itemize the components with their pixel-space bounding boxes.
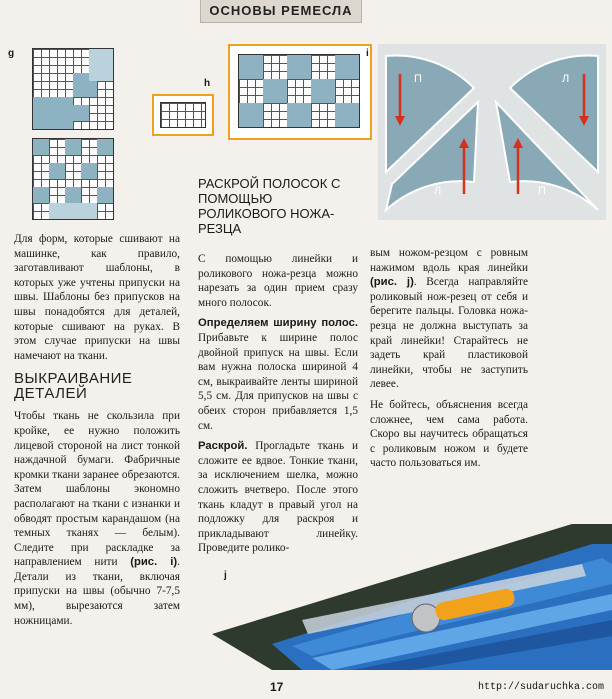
cutting-direction-diagram xyxy=(378,44,606,220)
col2-paragraph-1: С помощью линейки и роликового ножа-резца можно нарезать за один прием сразу много полосок. xyxy=(198,253,358,309)
subheading-width: Определяем ширину полос. xyxy=(198,317,358,330)
ref-figure-i: (рис. i) xyxy=(130,556,178,569)
col3-paragraph-2: Не бойтесь, объяснения всегда сложнее, чем сама работа. Скоро вы научитесь обращаться с роликовым ножом и будете часто пользоваться им. xyxy=(370,398,528,470)
pattern-grid-g-bottom xyxy=(32,138,114,220)
pattern-grid-g-top xyxy=(32,48,114,130)
pattern-frame-h-large xyxy=(228,44,372,140)
label-p-2: П xyxy=(538,185,546,197)
figure-label-g: g xyxy=(8,48,15,59)
column-1 xyxy=(14,232,180,628)
rotary-cutter-photo xyxy=(212,524,612,670)
label-l-1: Л xyxy=(562,73,570,85)
ref-figure-j: (рис. j) xyxy=(370,276,414,289)
figure-label-h: h xyxy=(204,78,211,89)
figure-label-j: j xyxy=(224,570,227,581)
pattern-frame-h-small xyxy=(152,94,214,136)
label-l-2: Л xyxy=(434,185,442,197)
col2-paragraph-3: Раскрой. Прогладьте ткань и сложите ее вдвое. Тонкие ткани, за исключением шелка, можно сложить вчетверо. После этого ткань кладут в правый угол на подложку для раскроя и прикладывают линейку. Проведите ролико- xyxy=(198,440,358,555)
label-p-1: П xyxy=(414,73,422,85)
col1-paragraph-1: Для форм, которые сшивают на машинке, как правило, заготавливают шаблоны, в которых уже учтены припуски на швы. Шаблоны без припусков на швы понадобятся для деталей, которые сшивают на руках. В этом случае припуски на швы намечают на ткани. xyxy=(14,233,180,362)
heading-cutting-parts: ВЫКРАИВАНИЕ ДЕТАЛЕЙ xyxy=(14,370,133,403)
col1-paragraph-2: Чтобы ткань не скользила при кройке, ее нужно положить лицевой стороной на лист тонкой наждачной бумаги. Фабричные кромки ткани заранее обрезаются. Затем шаблоны экономно располагают на ткани с изнанки и обводят простым карандашом (на темных тканях — белым). Следите при раскладке за направлением нити (рис. i). Детали из ткани, включая припуски на швы (обычно 7-7,5 мм), вырезаются затем ножницами. xyxy=(14,410,180,627)
heading-rotary-cutter: РАСКРОЙ ПОЛОСОК С ПОМОЩЬЮ РОЛИКОВОГО НОЖА-РЕЗЦА xyxy=(198,176,341,236)
column-2 xyxy=(198,252,358,556)
col3-paragraph-1: вым ножом-резцом с ровным нажимом вдоль края линейки (рис. j). Всегда направляйте роликовый нож-резец от себя и берегите пальцы. Головка ножа-резца не должна выступать за край линейки! Старайтесь не задеть край пластиковой линейки, чтобы не заступить левее. xyxy=(370,247,529,391)
page-number: 17 xyxy=(270,680,284,694)
subheading-cutting: Раскрой. xyxy=(198,440,248,453)
watermark-url: http://sudaruchka.com xyxy=(477,682,604,693)
figure-label-i: i xyxy=(366,48,369,59)
section-header: ОСНОВЫ РЕМЕСЛА xyxy=(200,0,362,23)
col2-paragraph-2: Определяем ширину полос. Прибавьте к ширине полос двойной припуск на швы. Если вам нужна полоска шириной 4 см, выкраивайте ленты шириной 5,5 см. Для припусков на швы с обеих сторон прибавляется 1,5 см. xyxy=(198,317,358,432)
column-3 xyxy=(370,246,528,471)
